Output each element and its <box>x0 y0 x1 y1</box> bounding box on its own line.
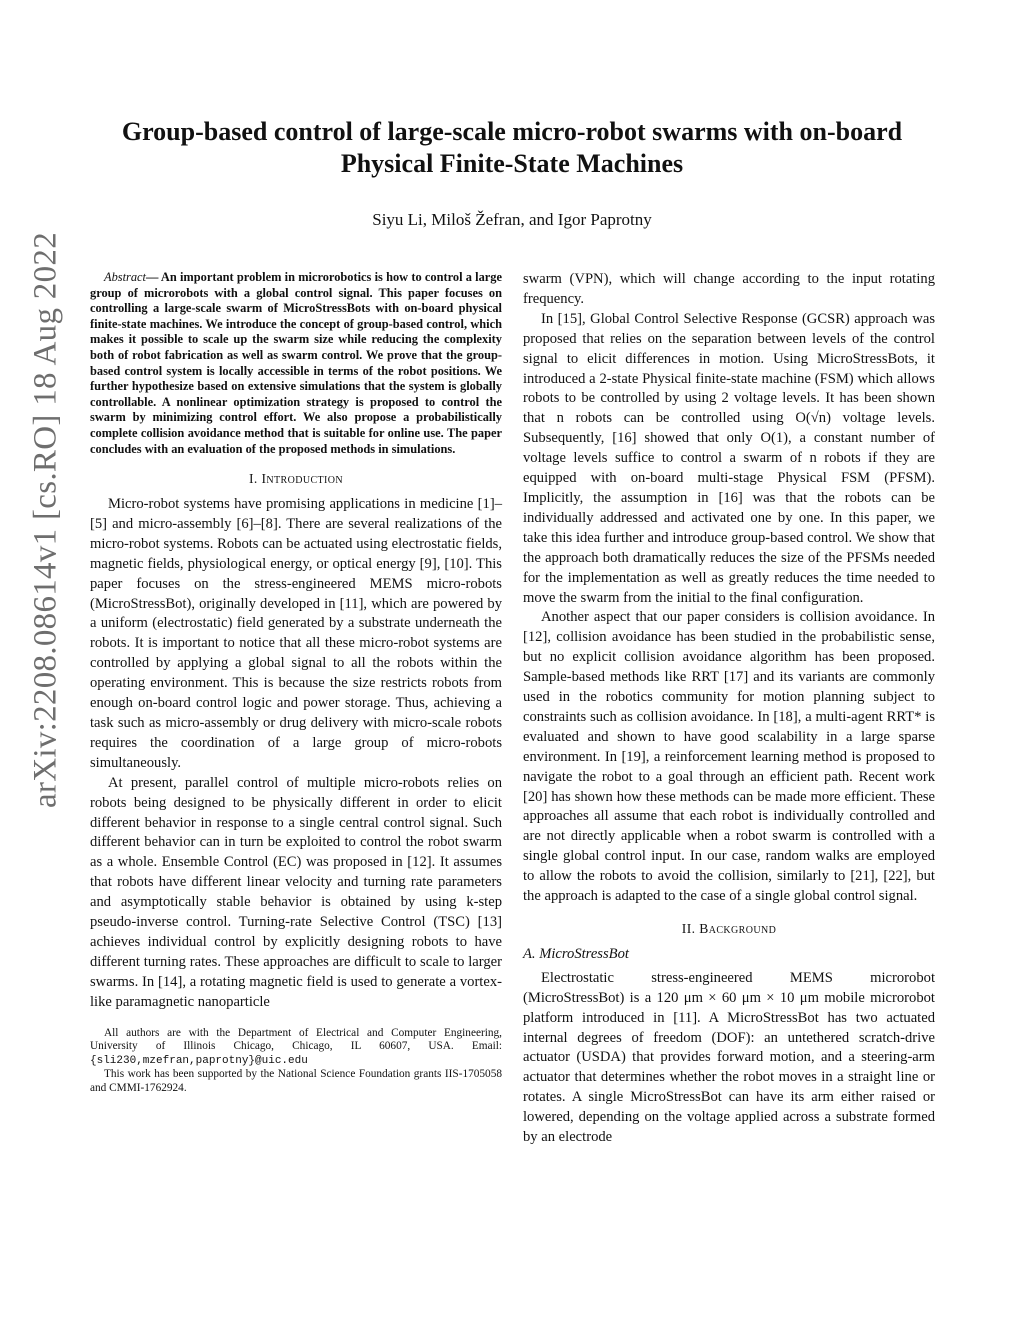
intro-paragraph-3: In [15], Global Control Selective Response (GCSR) approach was proposed that relies on the separation between levels of the control signal to elicit differences in motion. Using MicroStressBots, it introduced a 2-state Physical finite-state machine (FSM) which allows robots to be controlled by using 2 voltage levels. It has been shown that n robots can be controlled using O(√n) voltage levels. Subsequently, [16] showed that only O(1), a constant number of voltage levels suffice to control a swarm of n robots if they are equipped with on-board multi-stage Physical FSM (PFSM). Implicitly, the assumption in [16] was that the robots can be individually addressed and activated one by one. In this paper, we take this idea further and introduce group-based control. We show that the approach both dramatically reduces the size of the PFSMs needed for the implementation as well as greatly reduces the time needed to move the swarm from the initial to the final configuration. <box>523 310 935 606</box>
abstract <box>90 270 502 457</box>
footnote-affiliation <box>90 1027 502 1069</box>
section-heading-background: II. Background <box>681 921 777 936</box>
section-heading-introduction: I. Introduction <box>248 471 344 487</box>
intro-paragraph-2: At present, parallel control of multiple micro-robots relies on robots being designed to be physically different in order to elicit different behavior in response to a single central control signal. Such different behavior can in turn be exploited to control the robot swarm as a whole. Ensemble Control (EC) was proposed in [12]. It assumes that robots have different linear velocity and turning rate parameters and asymptotically stable behavior is obtained by using k-step pseudo-inverse control. Turning-rate Selective Control (TSC) [13] achieves individual control by explicitly designing robots to have different turning rates. These approaches are difficult to scale to larger swarms. In [14], a rotating magnetic field is used to generate a vortex-like paramagnetic nanoparticle <box>90 774 502 1010</box>
subsection-heading-microstressbot: A. MicroStressBot <box>523 945 629 962</box>
footnote-email: {sli230,mzefran,paprotny}@uic.edu <box>90 1054 308 1067</box>
right-column <box>523 270 935 1148</box>
intro-paragraph-1: Micro-robot systems have promising applications in medicine [1]–[5] and micro-assembly [6]–[8]. There are several realizations of the micro-robot systems. Robots can be actuated using electrostatic fields, magnetic fields, physiological energy, or optical energy [9], [10]. This paper focuses on the stress-engineered MEMS micro-robots (MicroStressBot), originally developed in [11], which are powered by a uniform (electrostatic) field generated by a substrate underneath the robots. It is important to notice that all these micro-robot systems are controlled by applying a global signal to all the robots within the operating environment. This is because the size restricts robots from enough on-board control logic and power storage. Thus, achieving a task such as micro-assembly or drug delivery with micro-scale robots requires the coordination of a large group of micro-robots simultaneously. <box>90 496 502 771</box>
arxiv-identifier-text: arXiv:2208.08614v1 [cs.RO] 18 Aug 2022 <box>27 231 64 809</box>
abstract-text: — An important problem in microrobotics is how to control a large group of microrobots with a global control signal. This paper focuses on controlling a large-scale swarm of MicroStressBots with on-board physical finite-state machines. We introduce the concept of group-based control, which makes it possible to scale up the swarm size while reducing the complexity both of robot fabrication as well as swarm control. We prove that the group-based control system is locally accessible in terms of the robot positions. We further hypothesize based on extensive simulations that the system is globally controllable. A nonlinear optimization strategy is proposed to control the swarm by minimizing control effort. We also propose a probabilistically complete collision avoidance method that is suitable for online use. The paper concludes with an evaluation of the proposed methods in simulations. <box>90 270 502 456</box>
footnote-affiliation-text: All authors are with the Department of Electrical and Computer Engineering, University of Illinois Chicago, Chicago, IL 60607, USA. Email: <box>90 1026 502 1053</box>
intro-paragraph-2-continued: swarm (VPN), which will change according to the input rotating frequency. <box>523 271 935 307</box>
abstract-label: Abstract <box>104 270 146 284</box>
background-paragraph-1: Electrostatic stress-engineered MEMS microrobot (MicroStressBot) is a 120 μm × 60 μm × 10 μm mobile microrobot platform introduced in [11]. A MicroStressBot has two actuated internal degrees of freedom (DOF): an untethered scratch-drive actuator (USDA) that provides forward motion, and a steering-arm actuator that determines whether the robot moves in a straight line or rotates. A single MicroStressBot can have its arm either raised or lowered, depending on the voltage applied across a substrate formed by an electrode <box>523 969 935 1146</box>
left-column <box>90 270 502 1096</box>
author-list: Siyu Li, Miloš Žefran, and Igor Paprotny <box>372 210 652 229</box>
paper-title: Group-based control of large-scale micro-robot swarms with on-board Physical Finite-State Machines <box>121 117 903 178</box>
footnote-funding: This work has been supported by the National Science Foundation grants IIS-1705058 and CMMI-1762924. <box>90 1068 502 1094</box>
intro-paragraph-4: Another aspect that our paper considers is collision avoidance. In [12], collision avoidance has been studied in the probabilistic sense, but no explicit collision avoidance algorithm has been proposed. Sample-based methods like RRT [17] and its variants are commonly used in the robotics community for motion planning subject to constraints such as collision avoidance. In [18], a multi-agent RRT* is evaluated and shown to have good scalability in a large sparse environment. In [19], a reinforcement learning method is proposed to navigate the robot to a goal through an efficient path. Recent work [20] has shown how these methods can be made more efficient. These approaches all assume that each robot is individually controlled and are not directly applicable when a robot swarm is controlled with a single global control input. In our case, random walks are employed to allow the robots to avoid the collision, similarly to [21], [22], but the approach is adapted to the case of a single global control signal. <box>523 609 935 905</box>
